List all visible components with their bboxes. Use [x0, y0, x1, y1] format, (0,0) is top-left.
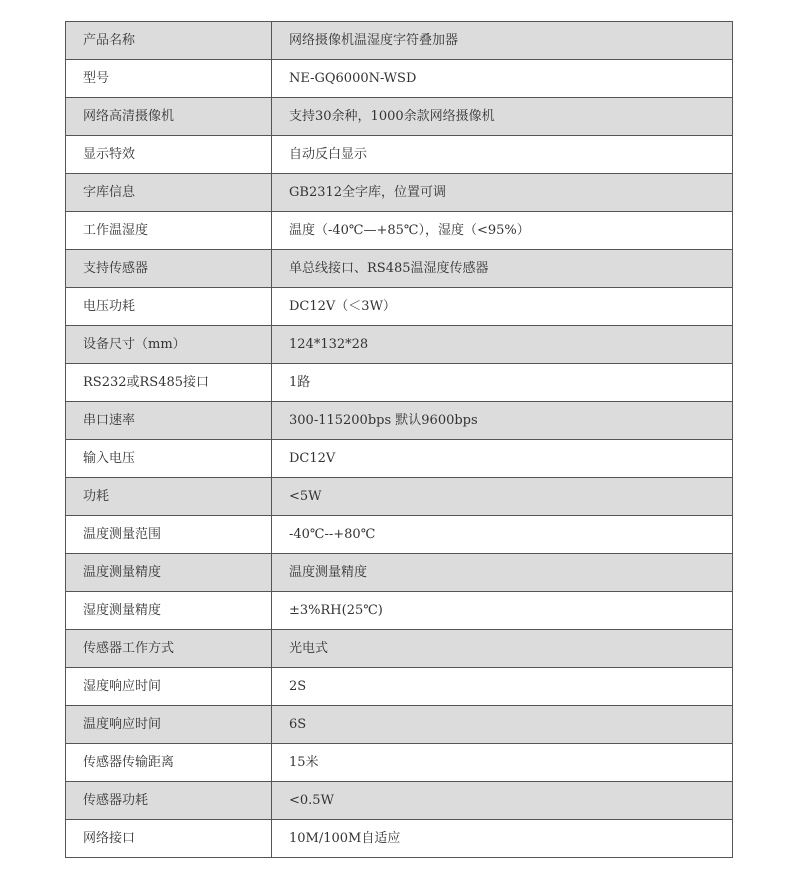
spec-table-body	[66, 22, 733, 858]
spec-row-display-effect	[66, 136, 733, 174]
spec-value: 光电式	[272, 630, 733, 668]
spec-value: <5W	[272, 478, 733, 516]
spec-row-temperature-accuracy	[66, 554, 733, 592]
spec-value: 支持30余种，1000余款网络摄像机	[272, 98, 733, 136]
spec-label: 显示特效	[66, 136, 272, 174]
spec-value: 自动反白显示	[272, 136, 733, 174]
spec-label: 网络高清摄像机	[66, 98, 272, 136]
spec-value: 单总线接口、RS485温湿度传感器	[272, 250, 733, 288]
spec-row-network-interface	[66, 820, 733, 858]
spec-value: 10M/100M自适应	[272, 820, 733, 858]
spec-value: 6S	[272, 706, 733, 744]
spec-label: 传感器工作方式	[66, 630, 272, 668]
spec-row-operating-conditions	[66, 212, 733, 250]
spec-label: 字库信息	[66, 174, 272, 212]
spec-row-input-voltage	[66, 440, 733, 478]
spec-label: 温度测量范围	[66, 516, 272, 554]
spec-row-font-library	[66, 174, 733, 212]
spec-row-supported-sensors	[66, 250, 733, 288]
spec-value: 1路	[272, 364, 733, 402]
spec-label: 湿度测量精度	[66, 592, 272, 630]
spec-value: 124*132*28	[272, 326, 733, 364]
spec-row-baud-rate	[66, 402, 733, 440]
spec-value: DC12V	[272, 440, 733, 478]
spec-row-power-consumption	[66, 478, 733, 516]
spec-label: 传感器功耗	[66, 782, 272, 820]
spec-label: 温度测量精度	[66, 554, 272, 592]
spec-value: DC12V（＜3W）	[272, 288, 733, 326]
spec-label: 型号	[66, 60, 272, 98]
spec-row-humidity-accuracy	[66, 592, 733, 630]
spec-label: 工作温湿度	[66, 212, 272, 250]
spec-value: 网络摄像机温湿度字符叠加器	[272, 22, 733, 60]
spec-label: 网络接口	[66, 820, 272, 858]
spec-value: ±3%RH(25℃)	[272, 592, 733, 630]
spec-row-sensor-distance	[66, 744, 733, 782]
spec-row-model	[66, 60, 733, 98]
spec-value: 300-115200bps 默认9600bps	[272, 402, 733, 440]
spec-value: 15米	[272, 744, 733, 782]
spec-label: 传感器传输距离	[66, 744, 272, 782]
spec-row-temperature-range	[66, 516, 733, 554]
spec-value: NE-GQ6000N-WSD	[272, 60, 733, 98]
spec-row-voltage-power	[66, 288, 733, 326]
spec-row-sensor-mode	[66, 630, 733, 668]
spec-row-hd-camera	[66, 98, 733, 136]
spec-label: 设备尺寸（mm）	[66, 326, 272, 364]
spec-value: 2S	[272, 668, 733, 706]
spec-row-dimensions	[66, 326, 733, 364]
spec-label: 串口速率	[66, 402, 272, 440]
spec-label: 温度响应时间	[66, 706, 272, 744]
spec-label: 产品名称	[66, 22, 272, 60]
spec-value: 温度（-40℃—+85℃），湿度（<95%）	[272, 212, 733, 250]
spec-label: 输入电压	[66, 440, 272, 478]
spec-row-humidity-response	[66, 668, 733, 706]
spec-row-temperature-response	[66, 706, 733, 744]
spec-row-sensor-power	[66, 782, 733, 820]
spec-value: 温度测量精度	[272, 554, 733, 592]
spec-label: 电压功耗	[66, 288, 272, 326]
spec-value: <0.5W	[272, 782, 733, 820]
spec-value: -40℃--+80℃	[272, 516, 733, 554]
spec-label: 支持传感器	[66, 250, 272, 288]
spec-label: 湿度响应时间	[66, 668, 272, 706]
spec-table	[65, 21, 733, 858]
spec-label: RS232或RS485接口	[66, 364, 272, 402]
spec-label: 功耗	[66, 478, 272, 516]
spec-row-serial-interface	[66, 364, 733, 402]
spec-row-product-name	[66, 22, 733, 60]
spec-value: GB2312全字库，位置可调	[272, 174, 733, 212]
